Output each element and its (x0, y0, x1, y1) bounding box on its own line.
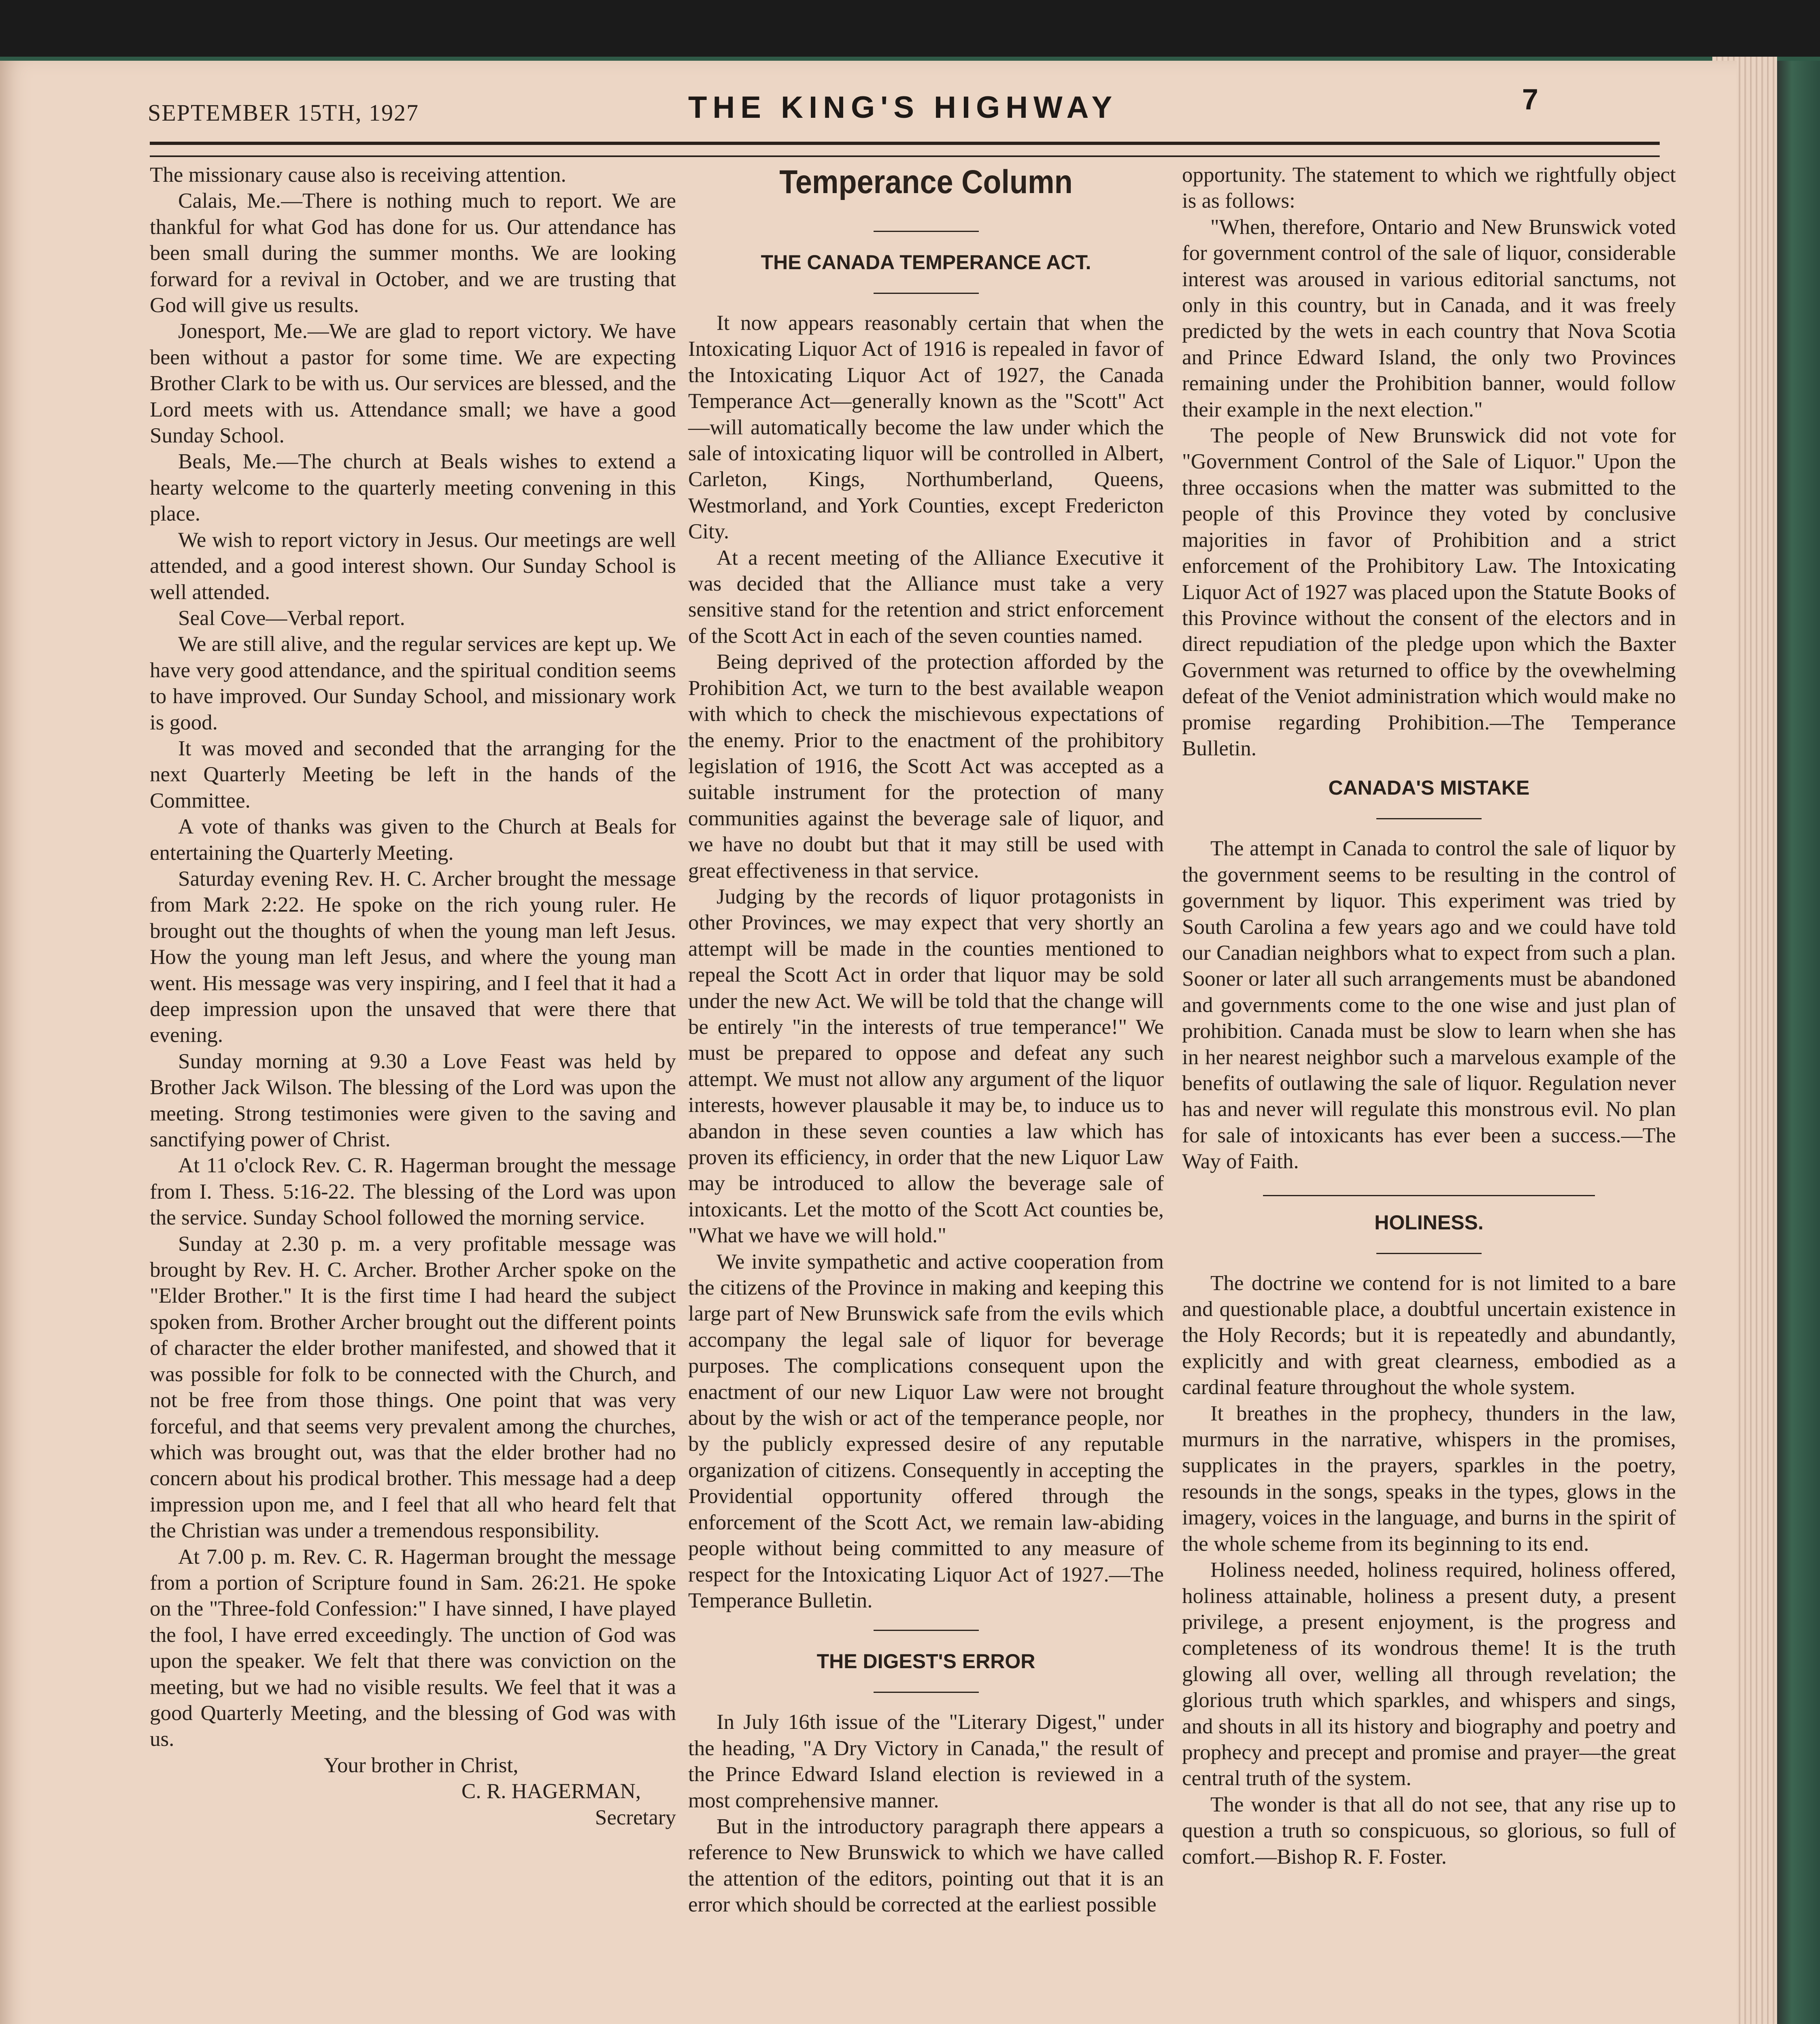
paragraph: Calais, Me.—There is nothing much to report. We are thankful for what God has done for us. Our attendance has been small during the summer months. We are looking forward for a revival in October, and we are trusting that God will give us results. (150, 189, 676, 317)
book-cover-right-edge (1773, 61, 1820, 2024)
divider-rule (874, 293, 979, 294)
column-masthead: Temperance Column (779, 164, 1073, 200)
paragraph: Sunday at 2.30 p. m. a very profitable message was brought by Rev. H. C. Archer. Brother Archer spoke on the "Elder Brother." It is the first time I had heard the subject spoken from. Brother Archer brought out the different points of character the elder brother manifested, and showed that it was possible for folk to be connected with the Church, and not be free from those things. One point that was very forceful, and that seems very prevalent among the churches, which was brought out, was that the elder brother had no concern about his prodical brother. This message had a deep impression upon me, and I feel that all who heard felt that the Christian was under a tremendous responsibility. (150, 1232, 676, 1543)
divider-rule (1263, 1195, 1595, 1196)
paragraph: The doctrine we contend for is not limited to a bare and questionable place, a doubtful uncertain existence in the Holy Records; but it is repeatedly and abundantly, explicitly and with great clearness, embodied as a cardinal feature throughout the whole system. (1182, 1271, 1676, 1399)
middle-column (688, 162, 1164, 1918)
paragraph: It breathes in the prophecy, thunders in the law, murmurs in the narrative, whispers in the promises, supplicates in the prayers, sparkles in the poetry, resounds in the songs, speaks in the types, glows in the imagery, voices in the language, and burns in the spirit of the whole scheme from its beginning to its end. (1182, 1401, 1676, 1556)
paragraph: Holiness needed, holiness required, holiness offered, holiness attainable, holiness a present duty, a present privilege, a present enjoyment, is the progress and completeness of its wondrous theme! It is the truth glowing all over, welling all through revelation; the glorious truth which sparkles, and whispers and sings, and shouts in all its history and biography and poetry and prophecy and precept and promise and prayer—the great central truth of the system. (1182, 1558, 1676, 1790)
divider-rule (1376, 818, 1482, 819)
divider-rule (1376, 1253, 1482, 1254)
article-heading: THE CANADA TEMPERANCE ACT. (761, 251, 1091, 274)
paragraph: We are still alive, and the regular services are kept up. We have very good attendance, and the spiritual condition seems to have improved. Our Sunday School, and missionary work is good. (150, 632, 676, 734)
paragraph: But in the introductory paragraph there appears a reference to New Brunswick to which we have called the attention of the editors, pointing out that it is an error which should be corrected at the earliest possible (688, 1814, 1164, 1917)
paragraph: A vote of thanks was given to the Church at Beals for entertaining the Quarterly Meeting. (150, 815, 676, 865)
paragraph: opportunity. The statement to which we rightfully object is as follows: (1182, 163, 1676, 213)
paragraph: "When, therefore, Ontario and New Brunswick voted for government control of the sale of liquor, considerable interest was aroused in various editorial sanctums, not only in this country, but in Canada, and it was freely predicted by the wets in each country that Nova Scotia and Prince Edward Island, the only two Provinces remaining under the Prohibition banner, would follow their example in the next election." (1182, 215, 1676, 421)
paragraph: It was moved and seconded that the arranging for the next Quarterly Meeting be left in the hands of the Committee. (150, 736, 676, 812)
signature-name: C. R. HAGERMAN, (461, 1780, 641, 1803)
divider-rule (874, 1692, 979, 1693)
paragraph: Being deprived of the protection afforded by the Prohibition Act, we turn to the best available weapon with which to check the mischievous expectations of the enemy. Prior to the enactment of the prohibitory legislation of 1916, the Scott Act was accepted as a suitable instrument for the protection of many communities against the beverage sale of liquor, and we have no doubt but that it may still be used with great effectiveness in that service. (688, 650, 1164, 882)
paragraph: The people of New Brunswick did not vote for "Government Control of the Sale of Liquor." Upon the three occasions when the matter was submitted to the people of this Province they voted by conclusive majorities in favor of Prohibition and a strict enforcement of the Prohibitory Law. The Intoxicating Liquor Act of 1927 was placed upon the Statute Books of this Province without the consent of the electors and in direct repudiation of the pledge upon which the Baxter Government was returned to office by the ovewhelming defeat of the Veniot administration which would make no promise regarding Prohibition.—The Temperance Bulletin. (1182, 424, 1676, 760)
paragraph: Beals, Me.—The church at Beals wishes to extend a hearty welcome to the quarterly meeting convening in this place. (150, 450, 676, 526)
divider-rule (874, 231, 979, 232)
paragraph: The attempt in Canada to control the sale of liquor by the government seems to be resulting in the control of government by liquor. This experiment was tried by South Carolina a few years ago and we could have told our Canadian neighbors what to expect from such a plan. Sooner or later all such arrangements must be abandoned and governments come to the one wise and just plan of prohibition. Canada must be slow to learn when she has in her nearest neighbor such a marvelous example of the benefits of outlawing the sale of liquor. Regulation never has and never will regulate this monstrous evil. No plan for sale of intoxicants has ever been a success.—The Way of Faith. (1182, 837, 1676, 1174)
paragraph: The wonder is that all do not see, that any rise up to question a truth so conspicuous, so glorious, so full of comfort.—Bishop R. F. Foster. (1182, 1792, 1676, 1869)
signature-title: Secretary (595, 1805, 676, 1829)
paragraph: Judging by the records of liquor protagonists in other Provinces, we may expect that very shortly an attempt will be made in the counties mentioned to repeal the Scott Act in order that liquor may be sold under the new Act. We will be told that the change will be entirely "in the interests of true temperance!" We must be prepared to oppose and defeat any such attempt. We must not allow any argument of the liquor interests, however plausable it may be, to induce us to abandon in these seven counties a law which has proven its efficiency, in order that the new Liquor Law may be introduced to allow the beverage sale of intoxicants. Let the motto of the Scott Act counties be, "What we have we will hold." (688, 884, 1164, 1248)
page-number: 7 (1522, 83, 1539, 116)
paragraph: Sunday morning at 9.30 a Love Feast was held by Brother Jack Wilson. The blessing of the Lord was upon the meeting. Strong testimonies were given to the saving and sanctifying power of Christ. (150, 1049, 676, 1152)
left-column (150, 162, 676, 1831)
paragraph: Jonesport, Me.—We are glad to report victory. We have been without a pastor for some time. We are expecting Brother Clark to be with us. Our services are blessed, and the Lord meets with us. Attendance small; we have a good Sunday School. (150, 319, 676, 448)
issue-date: SEPTEMBER 15TH, 1927 (148, 100, 419, 126)
publication-title: THE KING'S HIGHWAY (688, 90, 1118, 125)
article-heading: HOLINESS. (1374, 1211, 1484, 1234)
article-heading: THE DIGEST'S ERROR (816, 1650, 1035, 1673)
header-rule (150, 142, 1660, 157)
newspaper-page (0, 61, 1737, 2024)
paragraph: The missionary cause also is receiving attention. (150, 163, 566, 187)
paragraph: Saturday evening Rev. H. C. Archer brought the message from Mark 2:22. He spoke on the rich young ruler. He brought out the thoughts of when the young man left Jesus. How the young man left Jesus, and where the young man went. His message was very inspiring, and I feel that it had a deep impression upon the unsaved that were there that evening. (150, 867, 676, 1047)
paragraph: It now appears reasonably certain that when the Intoxicating Liquor Act of 1916 is repealed in favor of the Intoxicating Liquor Act of 1927, the Canada Temperance Act—generally known as the "Scott" Act—will automatically become the law under which the sale of intoxicating liquor will be controlled in Albert, Carleton, Kings, Northumberland, Queens, Westmorland, and York Counties, except Fredericton City. (688, 311, 1164, 544)
paragraph: In July 16th issue of the "Literary Digest," under the heading, "A Dry Victory in Canada," the result of the Prince Edward Island election is reviewed in a most comprehensive manner. (688, 1710, 1164, 1812)
right-column (1182, 162, 1676, 1870)
paragraph: Seal Cove—Verbal report. (178, 606, 405, 630)
article-heading: CANADA'S MISTAKE (1328, 776, 1530, 799)
paragraph: We wish to report victory in Jesus. Our meetings are well attended, and a good interest shown. Our Sunday School is well attended. (150, 528, 676, 604)
paragraph: We invite sympathetic and active cooperation from the citizens of the Province in making and keeping this large part of New Brunswick safe from the evils which accompany the legal sale of liquor for beverage purposes. The complications consequent upon the enactment of our new Liquor Law were not brought about by the wish or act of the temperance people, nor by the publicly expressed desire of any reputable organization of citizens. Consequently in accepting the Providential opportunity offered through the enforcement of the Scott Act, we remain law-abiding people without being committed to any measure of respect for the Intoxicating Liquor Act of 1927.—The Temperance Bulletin. (688, 1250, 1164, 1612)
closing-line: Your brother in Christ, (324, 1753, 519, 1777)
divider-rule (874, 1630, 979, 1631)
paragraph: At 11 o'clock Rev. C. R. Hagerman brought the message from I. Thess. 5:16-22. The blessing of the Lord was upon the service. Sunday School followed the morning service. (150, 1154, 676, 1230)
paragraph: At a recent meeting of the Alliance Executive it was decided that the Alliance must take a very sensitive stand for the retention and strict enforcement of the Scott Act in each of the seven counties named. (688, 546, 1164, 648)
paragraph: At 7.00 p. m. Rev. C. R. Hagerman brought the message from a portion of Scripture found in Sam. 26:21. He spoke on the "Three-fold Confession:" I have sinned, I have played the fool, I have erred exceedingly. The unction of God was upon the speaker. We felt that there was conviction on the meeting, but we had no visible results. We feel that it was a good Quarterly Meeting, and the blessing of God was with us. (150, 1545, 676, 1751)
